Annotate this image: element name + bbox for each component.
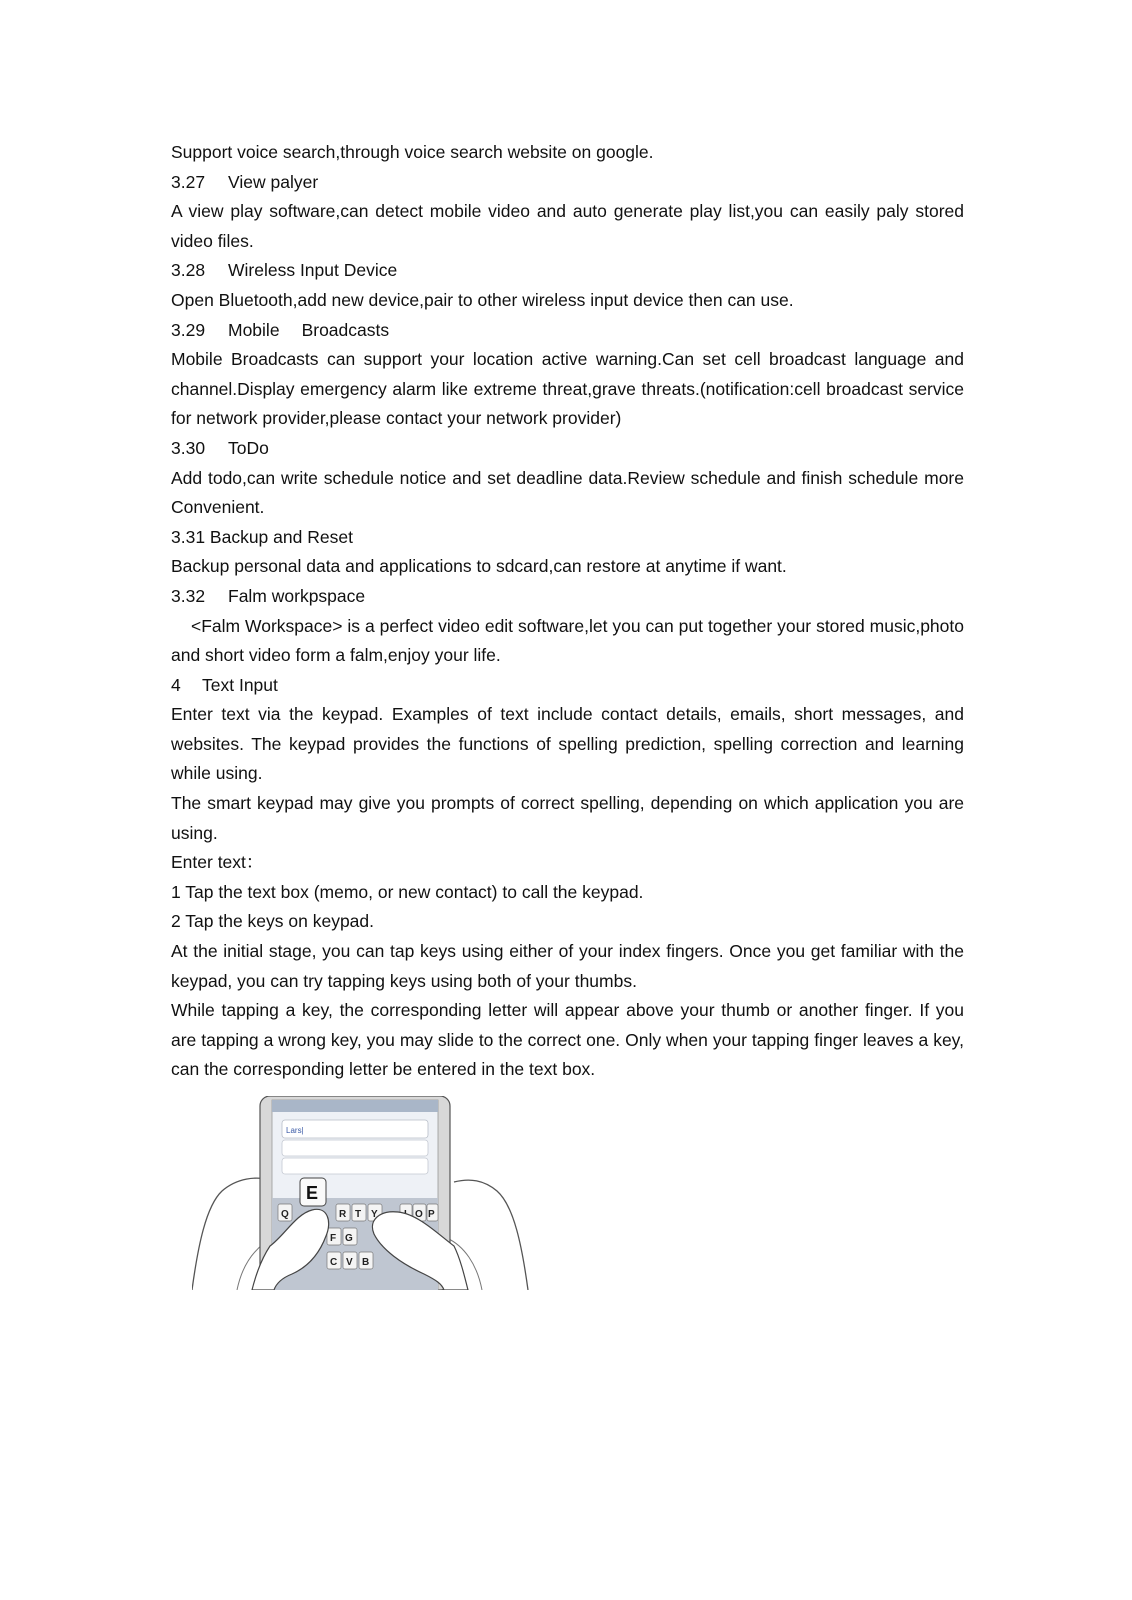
heading-number: 3.28 bbox=[171, 260, 206, 281]
paragraph-4-b: The smart keypad may give you prompts of correct spelling, depending on which application you are using. bbox=[171, 793, 964, 843]
paragraph-3-31: Backup personal data and applications to sdcard,can restore at anytime if want. bbox=[171, 556, 787, 577]
key-g-label: G bbox=[345, 1233, 353, 1244]
paragraph-3-27: A view play software,can detect mobile video and auto generate play list,you can easily paly stored video files. bbox=[171, 201, 964, 251]
key-o-label: O bbox=[415, 1209, 423, 1220]
key-p-label: P bbox=[428, 1209, 435, 1220]
heading-number: 3.32 bbox=[171, 585, 206, 606]
heading-title: Wireless Input Device bbox=[228, 260, 398, 281]
heading-number: 4 bbox=[171, 674, 181, 695]
document-page bbox=[171, 138, 964, 1085]
heading-3-29 bbox=[171, 316, 964, 346]
heading-3-32 bbox=[171, 582, 964, 612]
step-2: 2 Tap the keys on keypad. bbox=[171, 911, 375, 932]
heading-3-27 bbox=[171, 168, 964, 198]
step-1: 1 Tap the text box (memo, or new contact) to call the keypad. bbox=[171, 881, 644, 902]
text-field-2 bbox=[282, 1140, 428, 1156]
paragraph-4-c: Enter text： bbox=[171, 852, 264, 873]
key-f-label: F bbox=[330, 1233, 337, 1244]
heading-title: View palyer bbox=[228, 171, 319, 192]
key-r-label: R bbox=[339, 1209, 347, 1220]
keypad-illustration bbox=[192, 1096, 532, 1290]
key-t-label: T bbox=[355, 1209, 362, 1220]
key-c-label: C bbox=[330, 1257, 338, 1268]
heading-3-31: 3.31 Backup and Reset bbox=[171, 526, 353, 547]
phone-hands-drawing bbox=[192, 1096, 532, 1290]
key-b-label: B bbox=[362, 1257, 370, 1268]
paragraph-3-30: Add todo,can write schedule notice and set deadline data.Review schedule and finish schedule more Convenient. bbox=[171, 467, 964, 518]
paragraph-4-e: While tapping a key, the corresponding letter will appear above your thumb or another finger. If you are tapping a wrong key, you may slide to the correct one. Only when your tapping finger leaves a key, can the corresponding letter be entered in the text box. bbox=[171, 1000, 964, 1080]
heading-3-30 bbox=[171, 434, 964, 464]
paragraph-3-29: Mobile Broadcasts can support your location active warning.Can set cell broadcast language and channel.Display emergency alarm like extreme threat,grave threats.(notification:cell broadcast service for network provider,please contact your network provider) bbox=[171, 349, 964, 429]
text-field-1-value: Lars| bbox=[286, 1126, 304, 1135]
screen-title-bar bbox=[272, 1100, 438, 1112]
paragraph-4-a: Enter text via the keypad. Examples of text include contact details, emails, short messages, and websites. The keypad provides the functions of spelling prediction, spelling correction and learning while using. bbox=[171, 704, 964, 784]
heading-title: ToDo bbox=[228, 437, 269, 458]
paragraph-3-28: Open Bluetooth,add new device,pair to other wireless input device then can use. bbox=[171, 289, 794, 310]
key-v-label: V bbox=[346, 1257, 353, 1268]
heading-3-28 bbox=[171, 256, 964, 286]
heading-title: Mobile bbox=[228, 319, 280, 340]
text-field-3 bbox=[282, 1158, 428, 1174]
heading-title: Text Input bbox=[202, 674, 278, 695]
right-hand-outline bbox=[454, 1180, 528, 1290]
heading-title: Falm workpspace bbox=[228, 585, 366, 606]
text-field-1 bbox=[282, 1120, 428, 1138]
heading-title-2: Broadcasts bbox=[301, 319, 390, 340]
paragraph-4-d: At the initial stage, you can tap keys using either of your index fingers. Once you get familiar with the keypad, you can try tapping keys using both of your thumbs. bbox=[171, 941, 964, 991]
heading-number: 3.27 bbox=[171, 171, 206, 192]
key-y-label: Y bbox=[371, 1209, 378, 1220]
key-q-label: Q bbox=[281, 1209, 289, 1220]
heading-number: 3.30 bbox=[171, 437, 206, 458]
key-popup-e-label: E bbox=[306, 1183, 319, 1203]
heading-number: 3.29 bbox=[171, 319, 206, 340]
heading-4 bbox=[171, 671, 964, 701]
intro-paragraph: Support voice search,through voice search website on google. bbox=[171, 142, 654, 162]
paragraph-3-32: <Falm Workspace> is a perfect video edit software,let you can put together your stored music,photo and short video form a falm,enjoy your life. bbox=[171, 615, 964, 666]
